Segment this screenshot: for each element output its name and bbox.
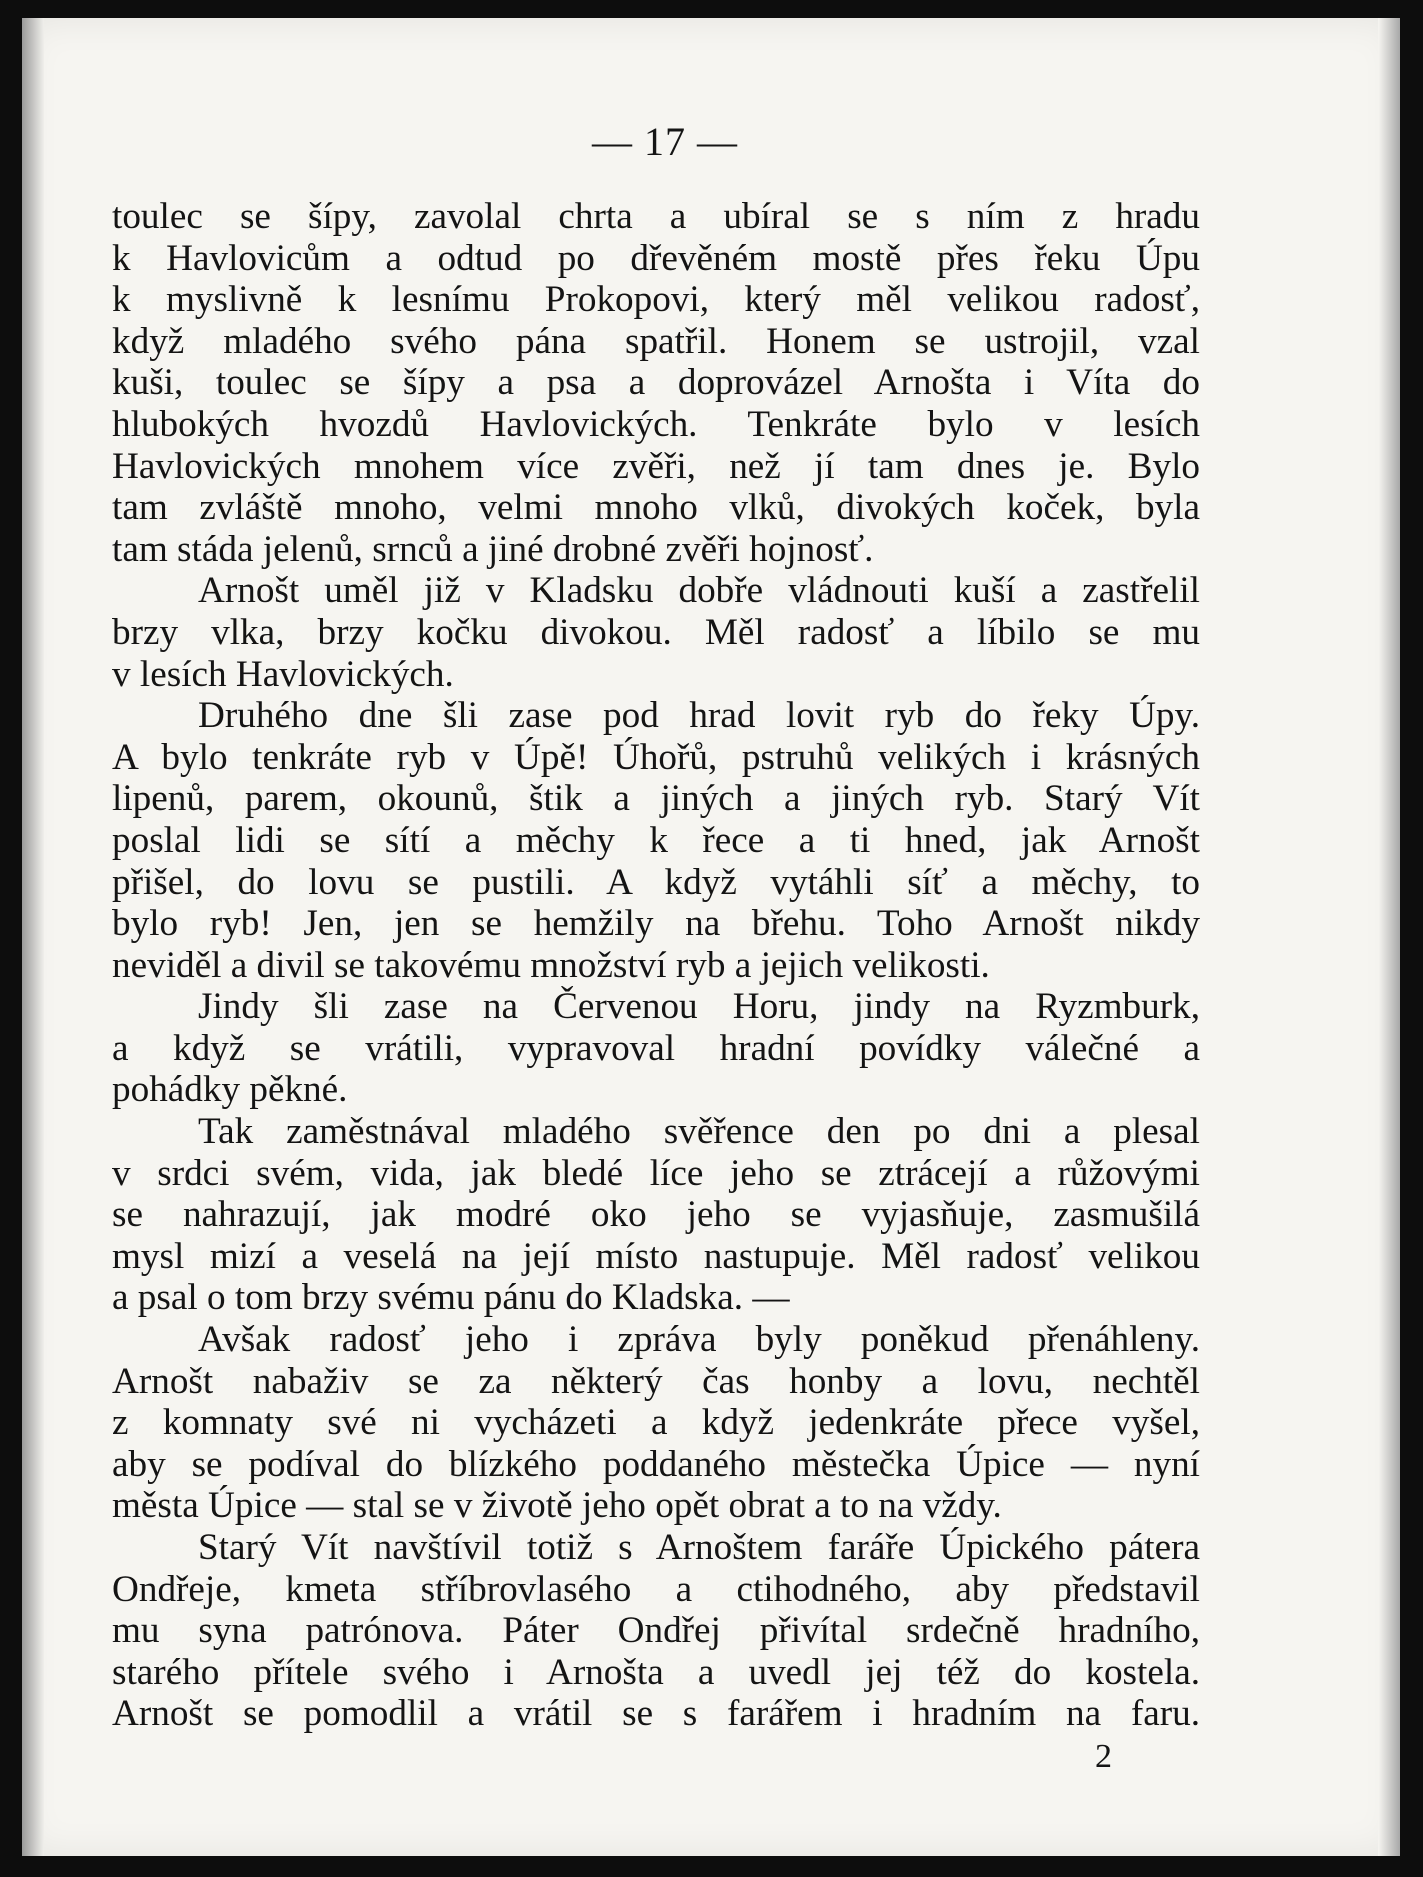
text-line: k myslivně k lesnímu Prokopovi, který měl velikou radosť, — [112, 279, 1200, 321]
text-line: poslal lidi se sítí a měchy k řece a ti hned, jak Arnošt — [112, 819, 1200, 861]
text-line: přišel, do lovu se pustili. A když vytáhli síť a měchy, to — [112, 861, 1200, 903]
page-number: — 17 — — [592, 119, 738, 164]
text-line: k Havlovicům a odtud po dřevěném mostě přes řeku Úpu — [112, 237, 1200, 279]
text-line: hlubokých hvozdů Havlovických. Tenkráte bylo v lesích — [112, 403, 1200, 445]
text-line: se nahrazují, jak modré oko jeho se vyjasňuje, zasmušilá — [112, 1194, 1200, 1236]
text-line: Arnošt uměl již v Kladsku dobře vládnouti kuší a zastřelil — [198, 570, 1200, 612]
text-line: neviděl a divil se takovému množství ryb a jejich velikosti. — [112, 944, 990, 986]
text-line: z komnaty své ni vycházeti a když jedenkráte přece vyšel, — [112, 1402, 1200, 1444]
text-line: brzy vlka, brzy kočku divokou. Měl radosť a líbilo se mu — [112, 611, 1200, 653]
printer-signature-mark: 2 — [1095, 1738, 1112, 1775]
text-line: toulec se šípy, zavolal chrta a ubíral se s ním z hradu — [112, 196, 1200, 237]
text-line: v lesích Havlovických. — [112, 653, 454, 695]
text-line: Druhého dne šli zase pod hrad lovit ryb do řeky Úpy. — [198, 695, 1200, 737]
text-line: Havlovických mnohem více zvěři, než jí tam dnes je. Bylo — [112, 445, 1200, 487]
page-left-edge — [22, 18, 44, 1856]
text-line: tam stáda jelenů, srnců a jiné drobné zvěři hojnosť. — [112, 528, 874, 570]
text-line: kuši, toulec se šípy a psa a doprovázel Arnošta i Víta do — [112, 362, 1200, 404]
text-line: A bylo tenkráte ryb v Úpě! Úhořů, pstruhů velikých i krásných — [112, 736, 1200, 778]
text-line: tam zvláště mnoho, velmi mnoho vlků, divokých koček, byla — [112, 487, 1200, 529]
text-line: Tak zaměstnával mladého svěřence den po dni a plesal — [198, 1111, 1200, 1153]
text-line: aby se podíval do blízkého poddaného městečka Úpice — nyní — [112, 1443, 1200, 1485]
text-line: bylo ryb! Jen, jen se hemžily na břehu. Toho Arnošt nikdy — [112, 903, 1200, 945]
body-text — [112, 196, 1200, 1735]
text-line: Avšak radosť jeho i zpráva byly poněkud přenáhleny. — [198, 1319, 1200, 1361]
text-line: Jindy šli zase na Červenou Horu, jindy na Ryzmburk, — [198, 986, 1200, 1028]
text-line: lipenů, parem, okounů, štik a jiných a jiných ryb. Starý Vít — [112, 778, 1200, 820]
text-line: Arnošt nabaživ se za některý čas honby a lovu, nechtěl — [112, 1360, 1200, 1402]
text-line: města Úpice — stal se v životě jeho opět obrat a to na vždy. — [112, 1485, 1002, 1527]
text-line: pohádky pěkné. — [112, 1069, 348, 1111]
text-line: Starý Vít navštívil totiž s Arnoštem faráře Úpického pátera — [198, 1527, 1200, 1568]
text-line: Arnošt se pomodlil a vrátil se s farářem i hradním na faru. — [112, 1693, 1200, 1735]
text-line: Ondřeje, kmeta stříbrovlasého a ctihodného, aby představil — [112, 1568, 1200, 1610]
text-line: a psal o tom brzy svému pánu do Kladska. — — [112, 1277, 790, 1319]
text-line: když mladého svého pána spatřil. Honem se ustrojil, vzal — [112, 320, 1200, 362]
text-line: a když se vrátili, vypravoval hradní povídky válečné a — [112, 1027, 1200, 1069]
text-line: mysl mizí a veselá na její místo nastupuje. Měl radosť velikou — [112, 1235, 1200, 1277]
text-line: v srdci svém, vida, jak bledé líce jeho se ztrácejí a růžovými — [112, 1152, 1200, 1194]
text-line: starého přítele svého i Arnošta a uvedl jej též do kostela. — [112, 1651, 1200, 1693]
page-right-edge — [1378, 18, 1400, 1856]
text-line: mu syna patrónova. Páter Ondřej přivítal srdečně hradního, — [112, 1610, 1200, 1652]
